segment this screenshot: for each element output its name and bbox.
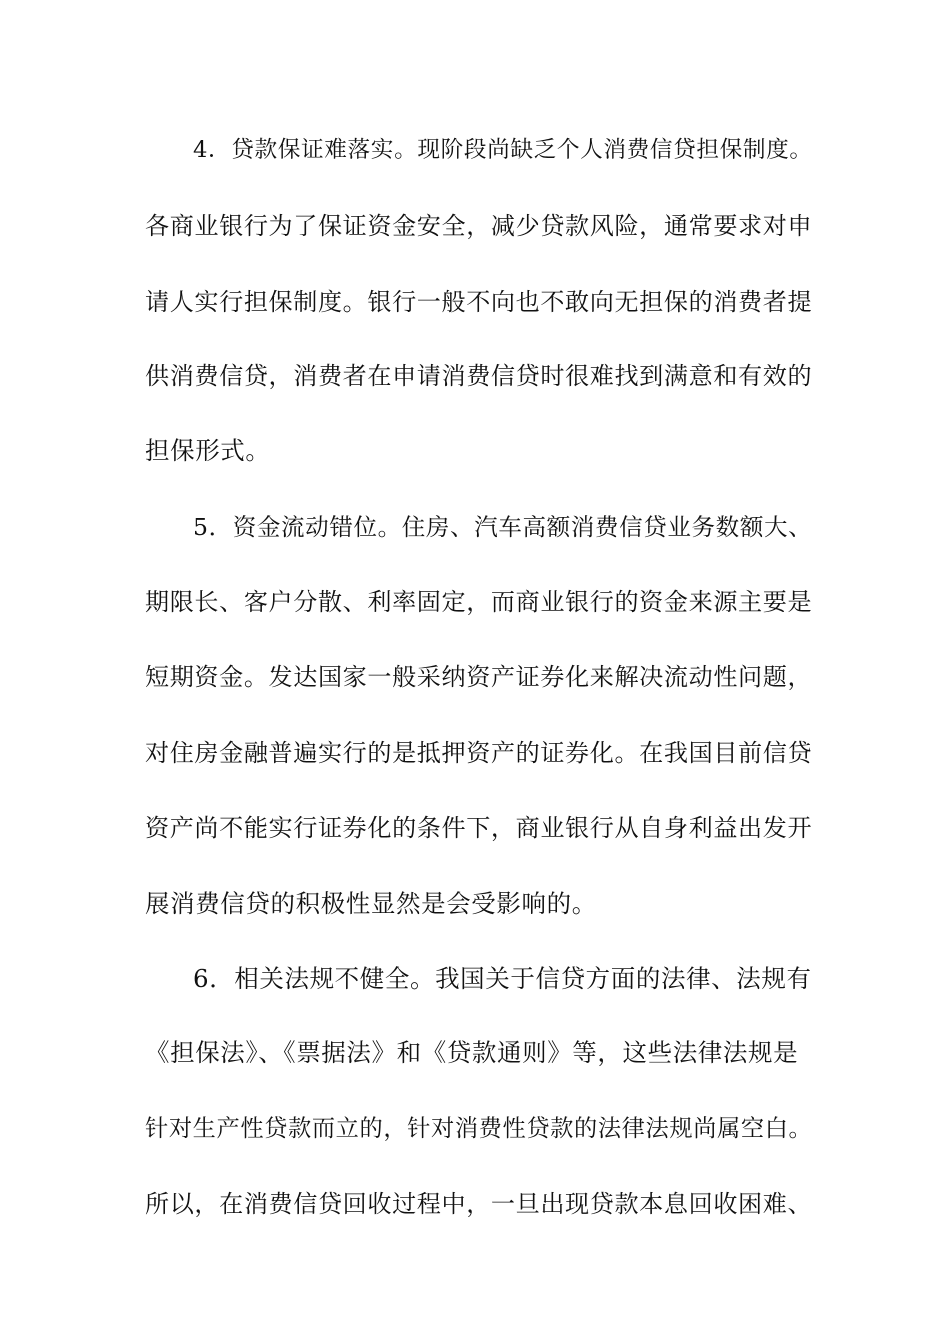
paragraph-6-line-3: 针对生产性贷款而立的，针对消费性贷款的法律法规尚属空白。 <box>145 1115 813 1142</box>
paragraph-4-line-2: 各商业银行为了保证资金安全，减少贷款风险，通常要求对申 <box>145 212 813 240</box>
paragraph-5-line-1: 5．资金流动错位。住房、汽车高额消费信贷业务数额大、 <box>193 513 813 541</box>
paragraph-5-line-6: 展消费信贷的积极性显然是会受影响的。 <box>145 889 597 918</box>
paragraph-6-line-4: 所以，在消费信贷回收过程中，一旦出现贷款本息回收困难、 <box>145 1190 813 1218</box>
paragraph-5-line-5: 资产尚不能实行证券化的条件下，商业银行从自身利益出发开 <box>145 814 813 842</box>
paragraph-4-line-3: 请人实行担保制度。银行一般不向也不敢向无担保的消费者提 <box>145 288 813 316</box>
paragraph-5-line-4: 对住房金融普遍实行的是抵押资产的证券化。在我国目前信贷 <box>145 739 813 767</box>
paragraph-6-line-1: 6．相关法规不健全。我国关于信贷方面的法律、法规有 <box>193 964 812 993</box>
paragraph-4-line-4: 供消费信贷，消费者在申请消费信贷时很难找到满意和有效的 <box>145 362 813 390</box>
paragraph-4-line-5: 担保形式。 <box>145 436 271 465</box>
paragraph-5-line-2: 期限长、客户分散、利率固定，而商业银行的资金来源主要是 <box>145 588 813 616</box>
paragraph-6-line-2: 《担保法》、《票据法》和《贷款通则》等，这些法律法规是 <box>145 1038 799 1067</box>
paragraph-5-line-3: 短期资金。发达国家一般采纳资产证券化来解决流动性问题， <box>145 663 813 691</box>
paragraph-4-line-1: 4．贷款保证难落实。现阶段尚缺乏个人消费信贷担保制度。 <box>193 137 813 163</box>
